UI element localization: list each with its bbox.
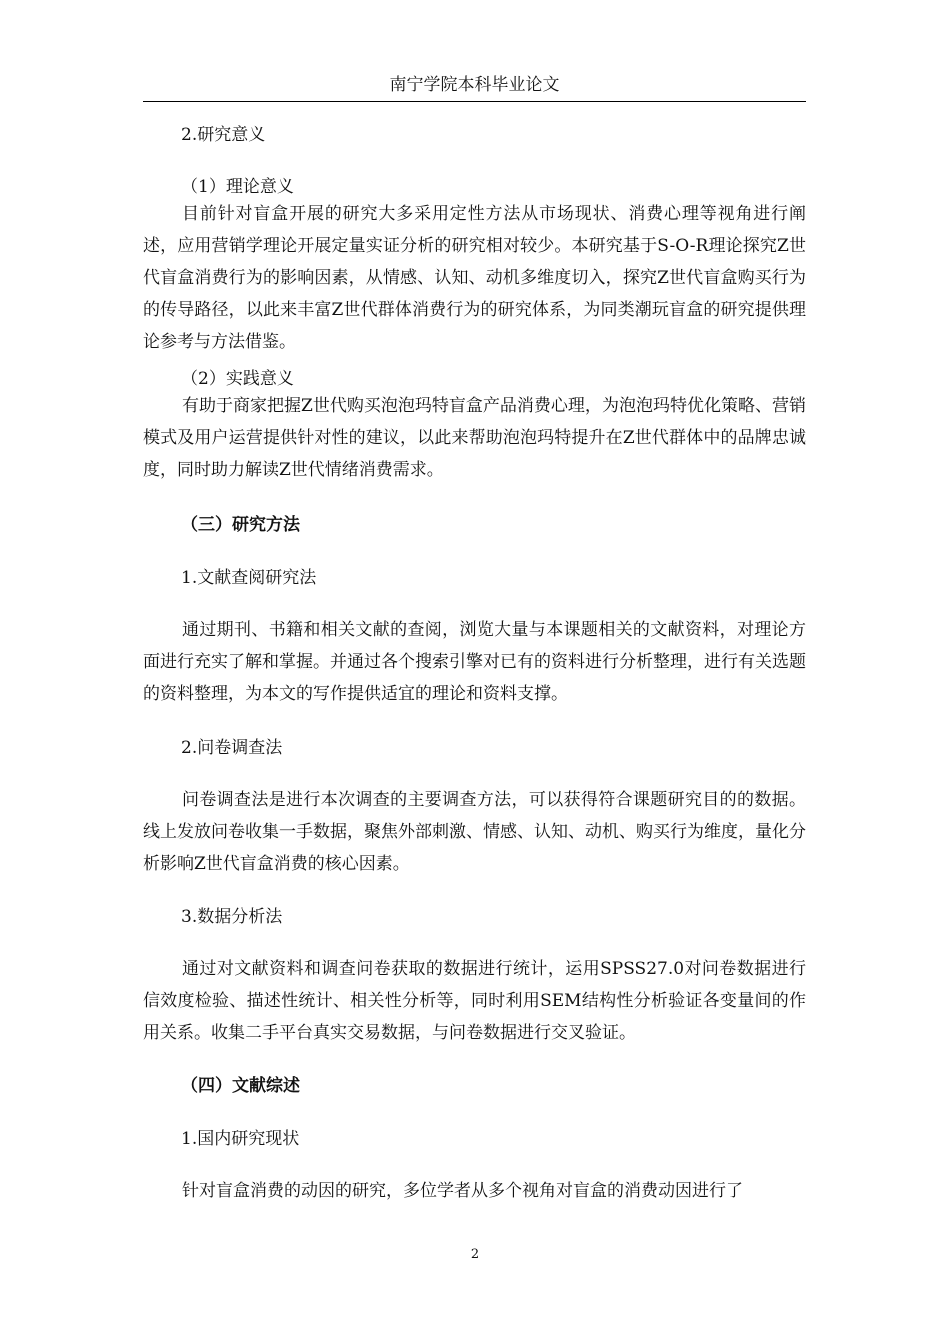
body-paragraph: 有助于商家把握Z世代购买泡泡玛特盲盒产品消费心理，为泡泡玛特优化策略、营销模式及用户运营提供针对性的建议，以此来帮助泡泡玛特提升在Z世代群体中的品牌忠诚度，同时助力解读Z世代情绪消费需求。	[143, 396, 806, 480]
subsection-heading: （2）实践意义	[181, 369, 294, 389]
body-paragraph: 通过对文献资料和调查问卷获取的数据进行统计，运用SPSS27.0对问卷数据进行信效度检验、描述性统计、相关性分析等，同时利用SEM结构性分析验证各变量间的作用关系。收集二手平台真实交易数据，与问卷数据进行交叉验证。	[143, 959, 806, 1043]
body-paragraph: 问卷调查法是进行本次调查的主要调查方法，可以获得符合课题研究目的的数据。线上发放问卷收集一手数据，聚焦外部刺激、情感、认知、动机、购买行为维度，量化分析影响Z世代盲盒消费的核心因素。	[143, 790, 806, 874]
section-heading: 2.问卷调查法	[181, 738, 283, 758]
section-heading: 1.国内研究现状	[181, 1129, 300, 1149]
body-paragraph: 目前针对盲盒开展的研究大多采用定性方法从市场现状、消费心理等视角进行阐述，应用营销学理论开展定量实证分析的研究相对较少。本研究基于S-O-R理论探究Z世代盲盒消费行为的影响因素，从情感、认知、动机多维度切入，探究Z世代盲盒购买行为的传导路径，以此来丰富Z世代群体消费行为的研究体系，为同类潮玩盲盒的研究提供理论参考与方法借鉴。	[143, 204, 806, 352]
section-heading: 3.数据分析法	[181, 907, 283, 927]
chapter-heading: （四）文献综述	[181, 1076, 300, 1096]
subsection-heading: （1）理论意义	[181, 177, 294, 197]
body-paragraph: 通过期刊、书籍和相关文献的查阅，浏览大量与本课题相关的文献资料，对理论方面进行充实了解和掌握。并通过各个搜索引擎对已有的资料进行分析整理，进行有关选题的资料整理，为本文的写作提供适宜的理论和资料支撑。	[143, 620, 806, 704]
page-number: 2	[470, 1247, 480, 1262]
header-rule	[143, 101, 806, 102]
running-header: 南宁学院本科毕业论文	[389, 75, 560, 95]
body-paragraph: 针对盲盒消费的动因的研究，多位学者从多个视角对盲盒的消费动因进行了	[182, 1181, 743, 1201]
chapter-heading: （三）研究方法	[181, 515, 300, 535]
section-heading: 2.研究意义	[181, 125, 266, 145]
section-heading: 1.文献查阅研究法	[181, 568, 317, 588]
